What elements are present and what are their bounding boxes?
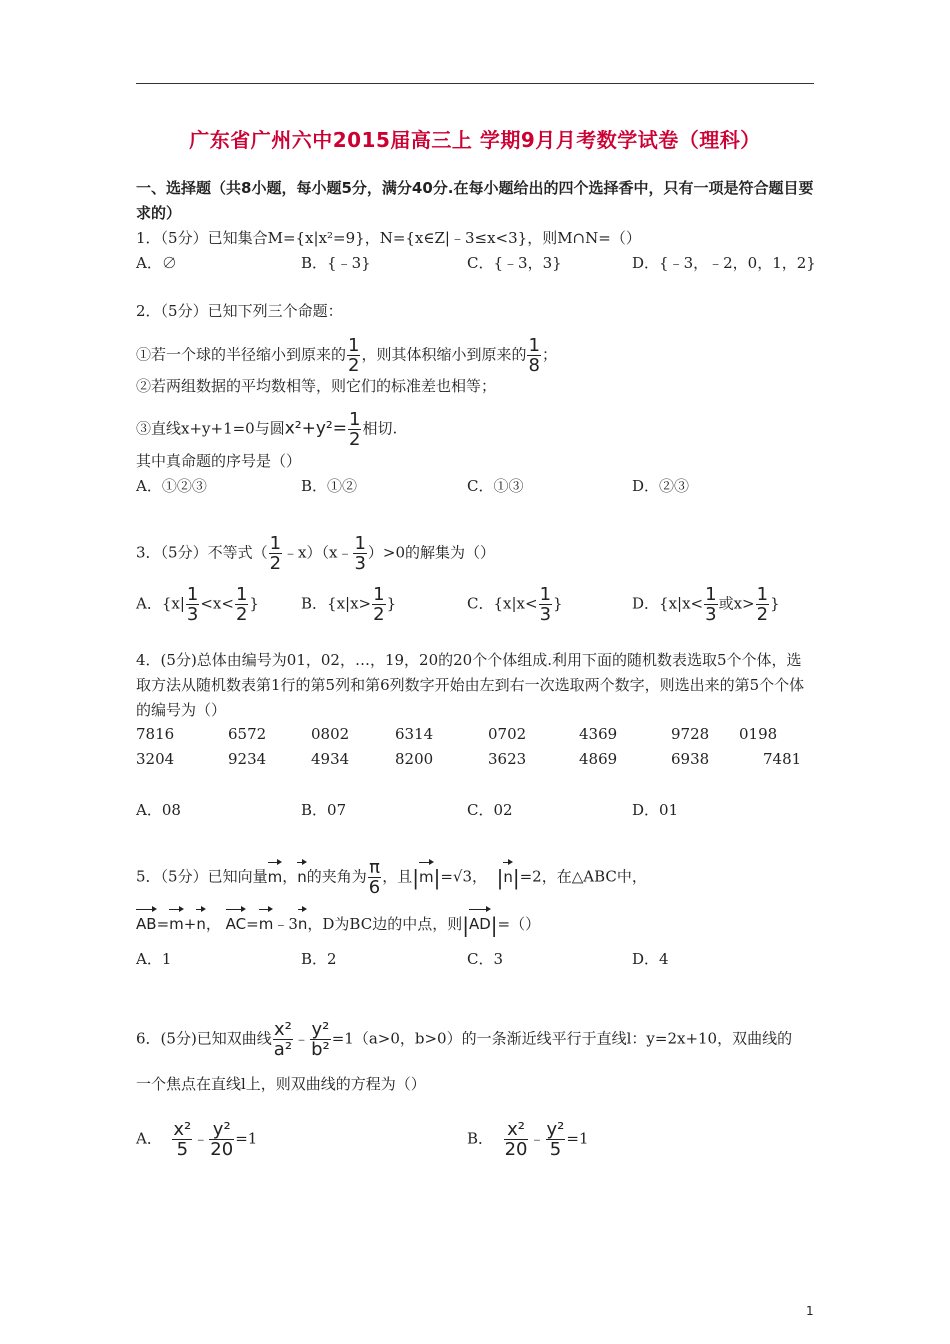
q6-stem-line2: 一个焦点在直线l上，则双曲线的方程为（）	[136, 1075, 426, 1093]
q1-option-d: D．{﹣3，﹣2，0，1，2}	[632, 254, 816, 272]
q3-option-c: C．{x|x< $\frac{1}{3}$ }	[467, 584, 563, 625]
vector-m: m	[419, 860, 434, 888]
fraction-one-third: $\frac{1}{3}$	[705, 584, 717, 625]
table-cell: 4369	[579, 725, 618, 743]
q3-stem: 3．（5分）不等式（ $\frac{1}{2}$ ﹣x）（x﹣ $\frac{1}{3}$ ）>0的解集为（）	[136, 533, 496, 574]
fraction-one-half: $\frac{1}{2}$	[756, 584, 769, 625]
q6-stem-line1: 6．(5分)已知双曲线 $\frac{\text{x²}}{\text{a²}}$ ﹣ $\frac{\text{y²}}{\text{b²}}$ =1（a>0，b>0）的一条渐近线平行于直线l：y=2x+10，双曲线的	[136, 1019, 793, 1060]
fraction-one-half: $\frac{1}{2}$	[235, 584, 248, 625]
q3-option-a: A．{x| $\frac{1}{3}$ <x< $\frac{1}{2}$ }	[136, 584, 259, 625]
fraction-one-half: $\frac{1}{2}$	[348, 409, 361, 450]
page-number: 1	[806, 1304, 814, 1318]
q3-option-b: B．{x|x> $\frac{1}{2}$ }	[301, 584, 397, 625]
table-cell: 6572	[228, 725, 267, 743]
vector-n: n	[298, 907, 308, 935]
q4-option-a: A．08	[136, 801, 181, 819]
fraction-x2-over-20: $\frac{\text{x²}}{20}$	[504, 1119, 528, 1160]
vector-n: n	[503, 860, 513, 888]
table-row	[136, 725, 816, 750]
q5-option-d: D．4	[632, 950, 669, 968]
fraction-one-eighth: $\frac{1}{8}$	[528, 335, 540, 376]
fraction-y2-over-20: $\frac{\text{y²}}{20}$	[210, 1119, 234, 1160]
q4-option-d: D．01	[632, 801, 679, 819]
q2-question: 其中真命题的序号是（）	[136, 452, 302, 470]
table-cell: 7816	[136, 725, 175, 743]
vector-ad: AD	[469, 907, 491, 935]
q4-option-c: C．02	[467, 801, 513, 819]
q2-option-c: C．①③	[467, 477, 524, 495]
table-cell: 6314	[395, 725, 434, 743]
vector-m: m	[169, 907, 184, 935]
vector-n: n	[297, 860, 307, 888]
fraction-one-third: $\frac{1}{3}$	[186, 584, 199, 625]
table-cell: 4869	[579, 750, 618, 768]
header-rule	[136, 83, 814, 84]
q2-proposition-2: ②若两组数据的平均数相等，则它们的标准差也相等；	[136, 377, 497, 395]
q1-option-a: A．∅	[136, 254, 177, 272]
paper-title: 广东省广州六中2015届高三上 学期9月月考数学试卷（理科）	[189, 128, 761, 152]
fraction-x2-over-5: $\frac{\text{x²}}{5}$	[173, 1119, 192, 1160]
q5-stem-line2: AB=m+n， AC=m﹣3n，D为BC边的中点，则|AD|=（）	[136, 907, 816, 936]
q5-option-c: C．3	[467, 950, 504, 968]
table-row	[136, 750, 816, 775]
vector-m: m	[268, 860, 283, 888]
q1-option-c: C．{﹣3，3}	[467, 254, 562, 272]
q2-option-d: D．②③	[632, 477, 690, 495]
q2-proposition-3: ③直线x+y+1=0与圆x²+y²= $\frac{1}{2}$ 相切.	[136, 409, 398, 450]
q2-stem: 2．（5分）已知下列三个命题：	[136, 302, 343, 320]
q5-option-b: B．2	[301, 950, 337, 968]
fraction-one-third: $\frac{1}{3}$	[354, 533, 366, 574]
q1-stem: 1．（5分）已知集合M={x|x²=9}，N={x∈Z|﹣3≤x<3}，则M∩N=（）	[136, 229, 641, 247]
q4-option-b: B．07	[301, 801, 347, 819]
q5-option-a: A．1	[136, 950, 172, 968]
table-cell: 0802	[311, 725, 350, 743]
fraction-y2-over-b2: $\frac{\text{y²}}{\text{b²}}$	[311, 1019, 330, 1060]
table-cell: 0198	[739, 725, 778, 743]
vector-ac: AC	[226, 907, 246, 935]
fraction-one-third: $\frac{1}{3}$	[539, 584, 552, 625]
q2-proposition-1: ①若一个球的半径缩小到原来的 $\frac{1}{2}$ ，则其体积缩小到原来的 $\frac{1}{8}$ ；	[136, 335, 557, 376]
q2-option-b: B．①②	[301, 477, 358, 495]
q5-stem-line1: 5．（5分）已知向量m，n的夹角为 $\frac{\pi}{6}$ ，且|m|=√3， |n|=2，在△ABC中，	[136, 857, 647, 898]
section-heading: 一、选择题（共8小题，每小题5分，满分40分.在每小题给出的四个选择香中，只有一项是符合题目要求的）	[136, 179, 814, 222]
q1-option-b: B．{﹣3}	[301, 254, 371, 272]
table-cell: 3623	[488, 750, 527, 768]
fraction-one-half: $\frac{1}{2}$	[348, 335, 360, 376]
table-cell: 8200	[395, 750, 434, 768]
fraction-x2-over-a2: $\frac{\text{x²}}{\text{a²}}$	[273, 1019, 293, 1060]
q4-stem: 4．(5分)总体由编号为01，02，…，19，20的20个个体组成.利用下面的随机数表选取5个个体，选取方法从随机数表第1行的第5列和第6列数字开始由左到右一次选取两个数字，则选出来的第5个个体的编号为（）	[136, 651, 805, 719]
vector-n: n	[196, 907, 206, 935]
vector-ab: AB	[136, 907, 157, 935]
q6-option-a: A． $\frac{\text{x²}}{5}$ ﹣ $\frac{\text{y²}}{20}$ =1	[136, 1119, 258, 1160]
table-cell: 4934	[311, 750, 350, 768]
fraction-pi-over-six: $\frac{\pi}{6}$	[368, 857, 381, 898]
table-cell: 3204	[136, 750, 175, 768]
q3-option-d: D．{x|x< $\frac{1}{3}$ 或x> $\frac{1}{2}$ }	[632, 584, 780, 625]
fraction-one-half: $\frac{1}{2}$	[373, 584, 385, 625]
table-cell: 9728	[671, 725, 710, 743]
q2-option-a: A．①②③	[136, 477, 207, 495]
table-cell: 7481	[763, 750, 802, 768]
vector-m: m	[259, 907, 274, 935]
fraction-one-half: $\frac{1}{2}$	[269, 533, 282, 574]
table-cell: 9234	[228, 750, 267, 768]
q6-option-b: B． $\frac{\text{x²}}{20}$ ﹣ $\frac{\text{y²}}{5}$ =1	[467, 1119, 589, 1160]
fraction-y2-over-5: $\frac{\text{y²}}{5}$	[546, 1119, 565, 1160]
table-cell: 6938	[671, 750, 710, 768]
random-number-table	[136, 725, 816, 775]
table-cell: 0702	[488, 725, 527, 743]
